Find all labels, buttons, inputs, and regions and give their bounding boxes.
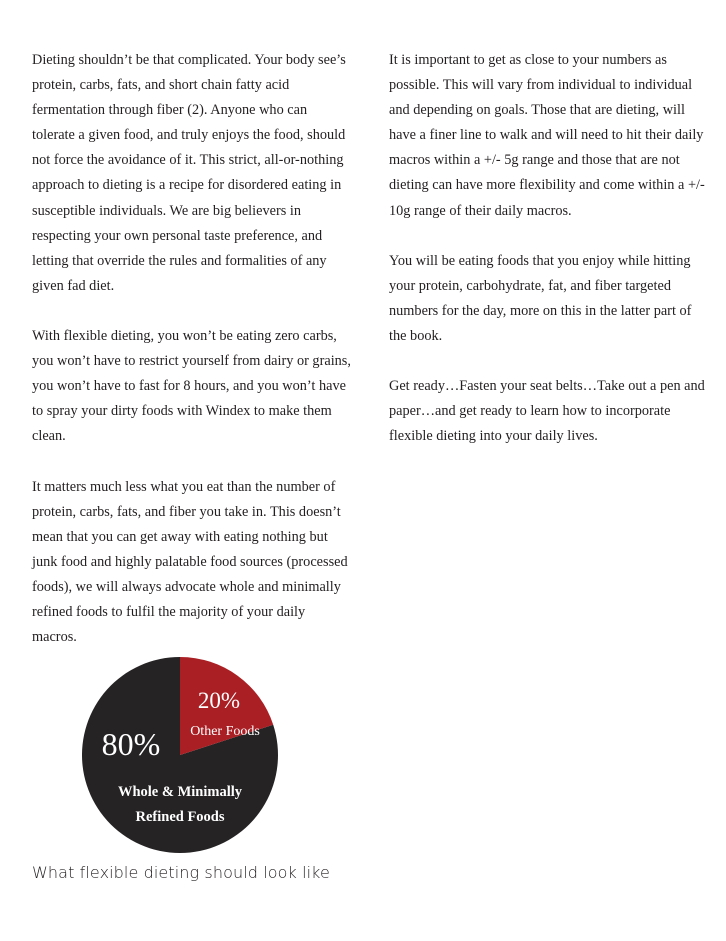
paragraph: It matters much less what you eat than the number of protein, carbs, fats, and fiber you take in. This doesn’t mean that you can get away with eating nothing but junk food and highly palatable food sources (processed foods), we will always advocate whole and minimally refined foods to fulfil the majority of your daily macros. (32, 478, 348, 646)
whole-foods-percent: 80% (101, 726, 161, 762)
diet-pie-chart (82, 657, 278, 853)
paragraph: With flexible dieting, you won’t be eating zero carbs, you won’t have to restrict yourself from dairy or grains, you won’t have to fast for 8 hours, and you won’t have to spray your dirty foods with Windex to make them clean. (32, 328, 351, 445)
paragraph: It is important to get as close to your numbers as possible. This will vary from individual to individual and depending on goals. Those that are dieting, will have a finer line to walk and will need to hit their daily macros within a +/- 5g range and those that are not dieting can have more flexibility and come within a +/- 10g range of their daily macros. (389, 52, 705, 219)
left-text-column (32, 48, 352, 675)
other-foods-label: Other Foods (190, 724, 260, 739)
other-foods-percent: 20% (197, 688, 241, 713)
paragraph: You will be eating foods that you enjoy while hitting your protein, carbohydrate, fat, and fiber targeted numbers for the day, more on this in the latter part of the book. (389, 252, 692, 345)
whole-foods-label-line2: Refined Foods (135, 809, 225, 825)
paragraph: Get ready…Fasten your seat belts…Take out a pen and paper…and get ready to learn how to incorporate flexible dieting into your daily lives. (389, 378, 705, 445)
whole-foods-label-line1: Whole & Minimally (117, 784, 243, 800)
paragraph: Dieting shouldn’t be that complicated. Your body see’s protein, carbs, fats, and short chain fatty acid fermentation through fiber (2). Anyone who can tolerate a given food, and truly enjoys the food, should not force the avoidance of it. This strict, all-or-nothing approach to dieting is a recipe for disordered eating in susceptible individuals. We are big believers in respecting your own personal taste preference, and letting that override the rules and formalities of any given fad diet. (32, 52, 346, 294)
chart-caption: What flexible dieting should look like (32, 863, 330, 882)
right-text-column (389, 48, 707, 475)
